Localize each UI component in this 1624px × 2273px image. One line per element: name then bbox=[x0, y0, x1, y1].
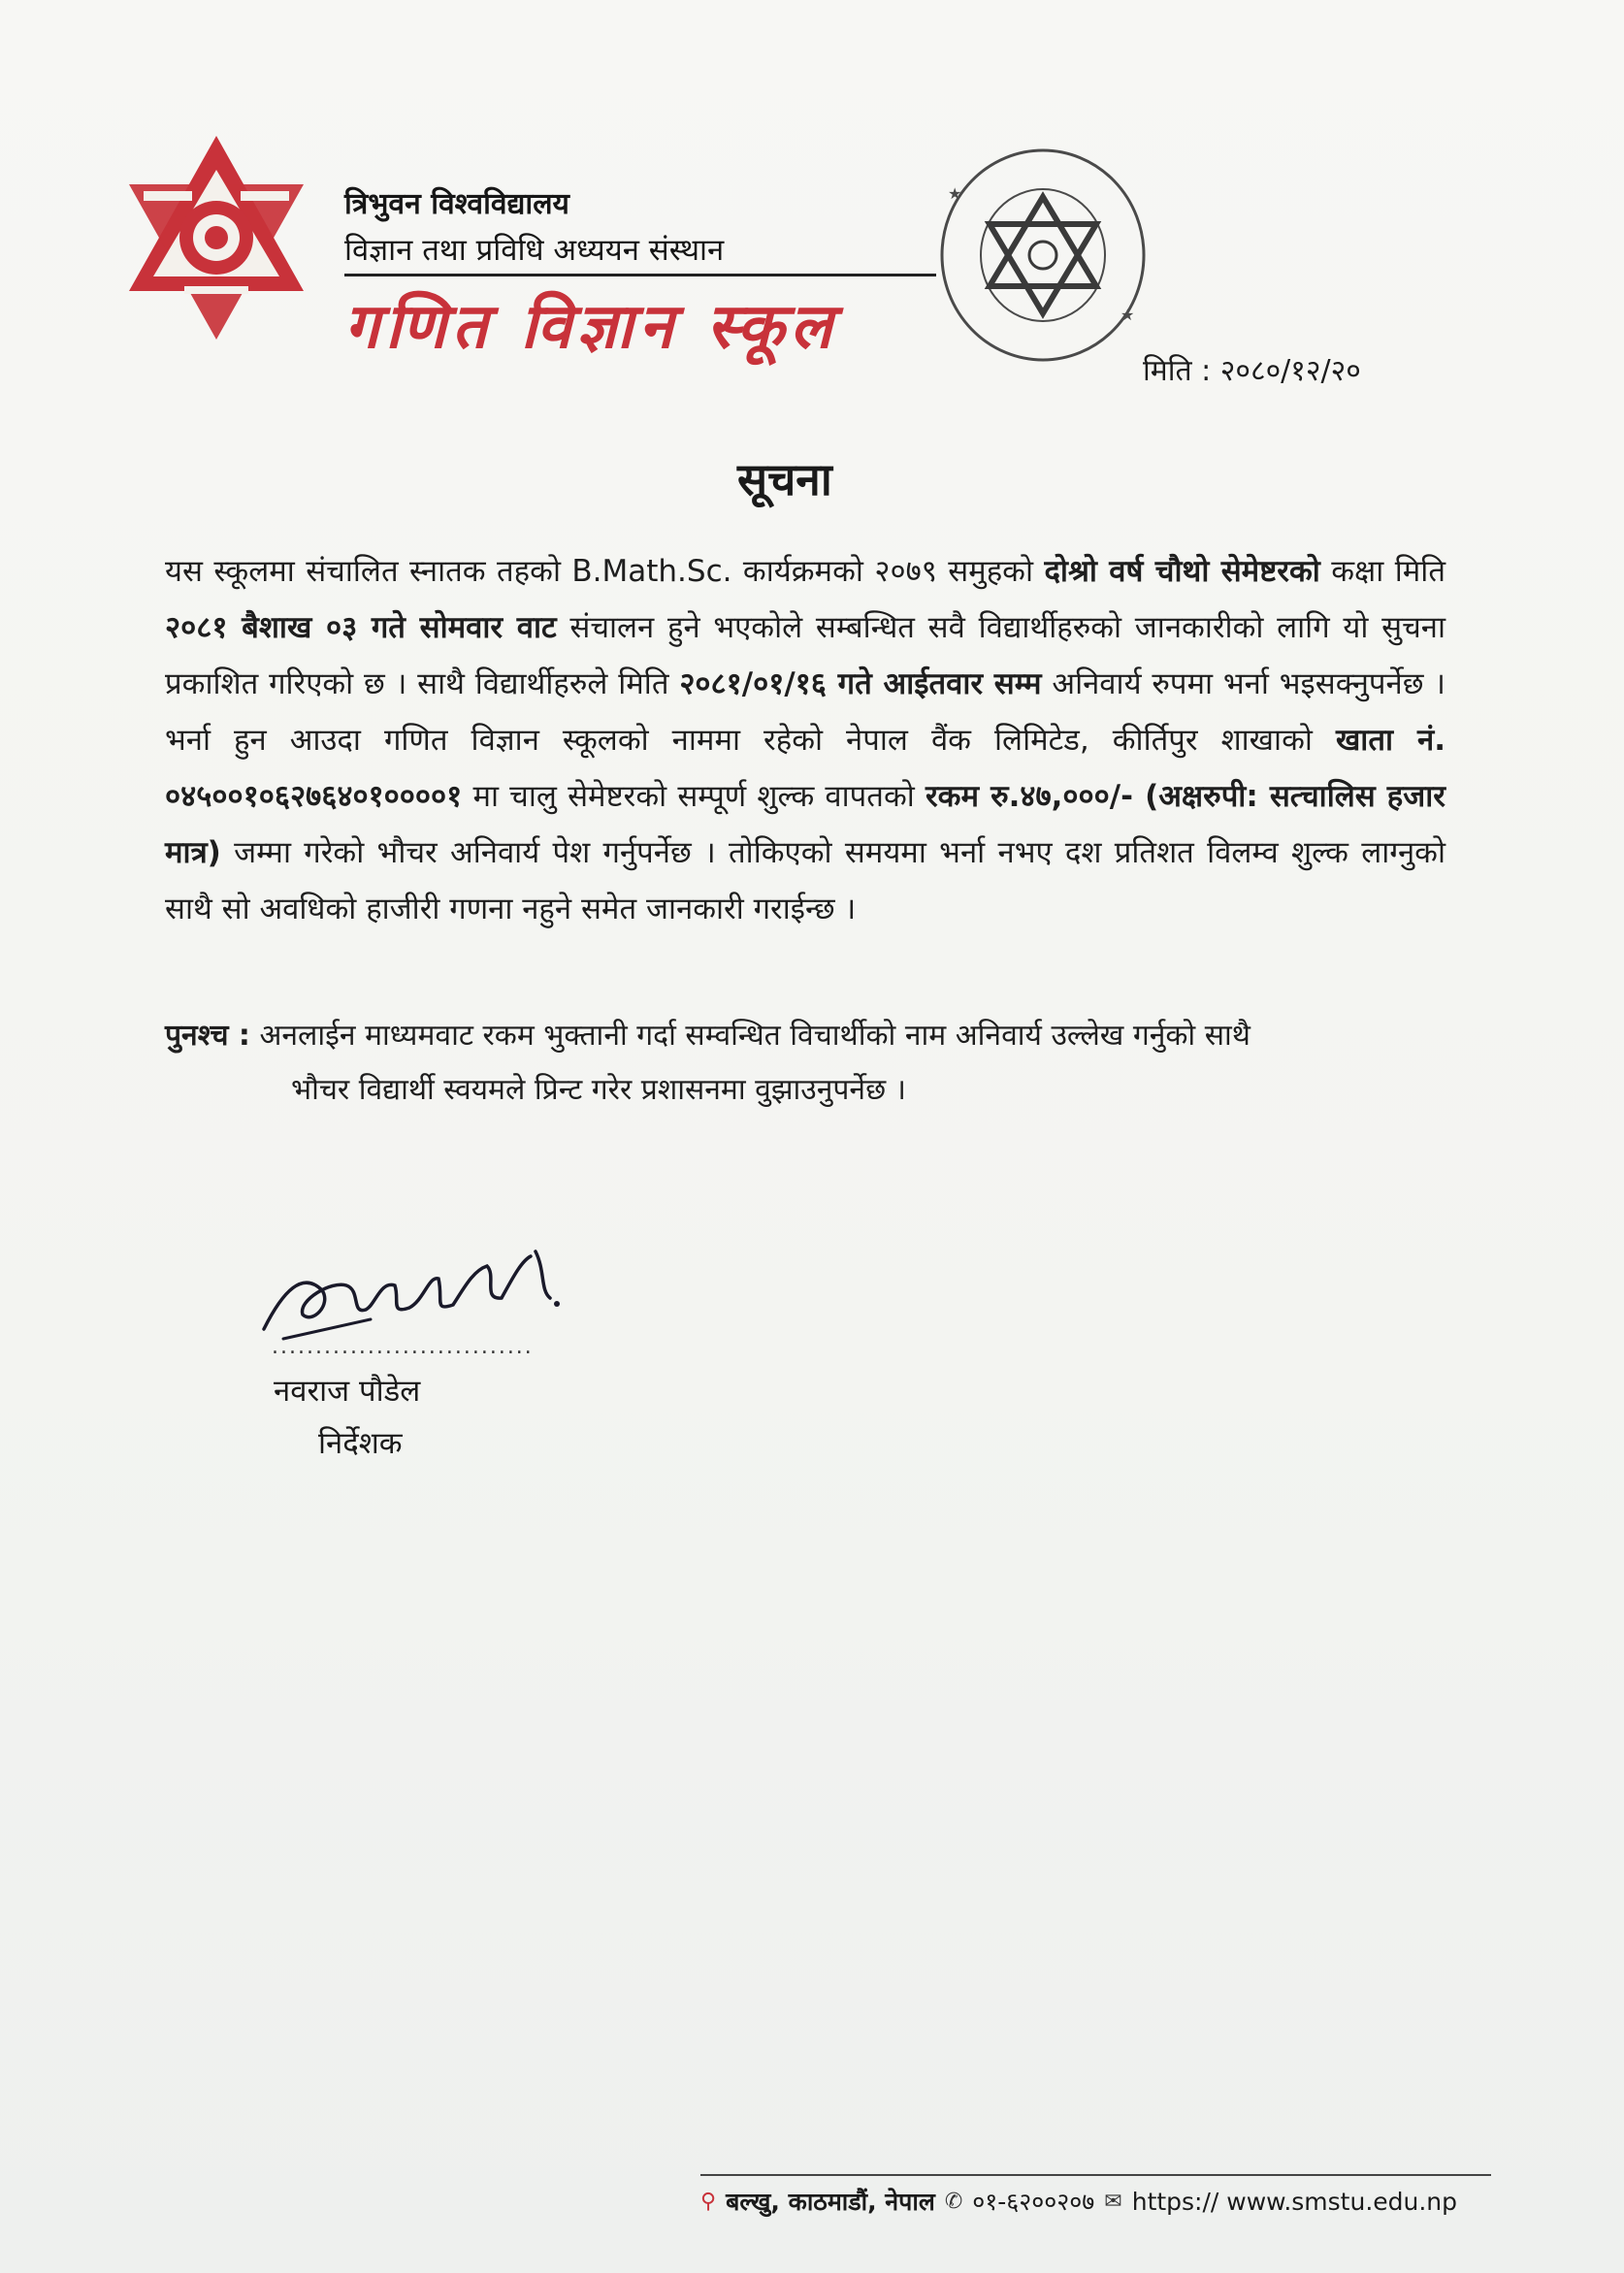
footer-phone: ०१-६२००२०७ bbox=[972, 2188, 1095, 2216]
signature-line: .............................. bbox=[272, 1335, 534, 1359]
notice-title: सूचना bbox=[737, 453, 832, 505]
svg-text:★: ★ bbox=[1121, 306, 1135, 324]
school-seal-stamp-icon bbox=[926, 141, 1154, 378]
phone-icon: ✆ bbox=[944, 2189, 963, 2214]
notice-body bbox=[165, 543, 1445, 937]
footer-website[interactable]: https:// www.smstu.edu.np bbox=[1131, 2187, 1458, 2216]
notice-date bbox=[1143, 349, 1361, 389]
body-bold-3: २०८१/०१/१६ गते आईतवार सम्म bbox=[679, 666, 1042, 701]
body-bold-1: दोश्रो वर्ष चौथो सेमेष्टरको bbox=[1044, 554, 1320, 589]
body-text-4: अनिवार्य रुपमा भर्ना भइसक्नुपर्नेछ । भर्ना हुन आउदा गणित विज्ञान स्कूलको नाममा रहेको नेपाल वैंक लिमिटेड, कीर्तिपुर शाखाको bbox=[165, 666, 1445, 758]
institute-name: विज्ञान तथा प्रविधि अध्ययन संस्थान bbox=[344, 233, 725, 268]
body-text-5: मा चालु सेमेष्टरको सम्पूर्ण शुल्क वापतको bbox=[462, 779, 926, 814]
mail-icon: ✉ bbox=[1104, 2189, 1122, 2214]
signer-name: नवराज पौडेल bbox=[274, 1374, 421, 1409]
tribhuvan-university-logo-icon bbox=[124, 131, 309, 344]
signer-title: निर्देशक bbox=[318, 1426, 403, 1461]
ps-text: अनलाईन माध्यमवाट रकम भुक्तानी गर्दा सम्वन्धित विचार्थीको नाम अनिवार्य उल्लेख गर्नुको साथै bbox=[249, 1019, 1250, 1053]
body-bold-2: २०८१ बैशाख ०३ गते सोमवार वाट bbox=[165, 610, 557, 645]
location-pin-icon: ⚲ bbox=[700, 2189, 717, 2214]
body-bold-5: रकम रु.४७,०००/- (अक्षरुपी: सत्चालिस हजार मात्र) bbox=[165, 779, 1445, 870]
footer-address: बल्खु, काठमाडौं, नेपाल bbox=[726, 2188, 935, 2216]
body-text-1: यस स्कूलमा संचालित स्नातक तहको B.Math.Sc. कार्यक्रमको २०७९ समुहको bbox=[165, 554, 1045, 589]
date-label: मिति : bbox=[1143, 354, 1212, 388]
body-text-2: कक्षा मिति bbox=[1319, 554, 1445, 589]
footer bbox=[700, 2185, 1491, 2218]
body-bold-4: खाता नं. ०४५००१०६२७६४०१००००१ bbox=[165, 723, 1445, 814]
body-text-3: संचालन हुने भएकोले सम्बन्धित सवै विद्यार्थीहरुको जानकारीको लागि यो सुचना प्रकाशित गरिएको छ । साथै विद्यार्थीहरुले मिति bbox=[165, 610, 1445, 701]
date-value: २०८०/१२/२० bbox=[1219, 354, 1361, 388]
header-divider bbox=[344, 274, 936, 276]
footer-divider bbox=[700, 2174, 1491, 2176]
ps-label: पुनश्च : bbox=[165, 1019, 250, 1053]
postscript bbox=[165, 1009, 1455, 1118]
ps-text-continued: भौचर विद्यार्थी स्वयमले प्रिन्ट गरेर प्रशासनमा वुझाउनुपर्नेछ । bbox=[291, 1073, 907, 1107]
school-name: गणित विज्ञान स्कूल bbox=[344, 291, 838, 363]
body-text-6: जम्मा गरेको भौचर अनिवार्य पेश गर्नुपर्नेछ । तोकिएको समयमा भर्ना नभए दश प्रतिशत विलम्व शुल्क लाग्नुको साथै सो अवधिको हाजीरी गणना नहुने समेत जानकारी गराईन्छ । bbox=[165, 835, 1445, 926]
svg-text:★: ★ bbox=[948, 184, 962, 203]
university-name: त्रिभुवन विश्वविद्यालय bbox=[344, 187, 569, 221]
